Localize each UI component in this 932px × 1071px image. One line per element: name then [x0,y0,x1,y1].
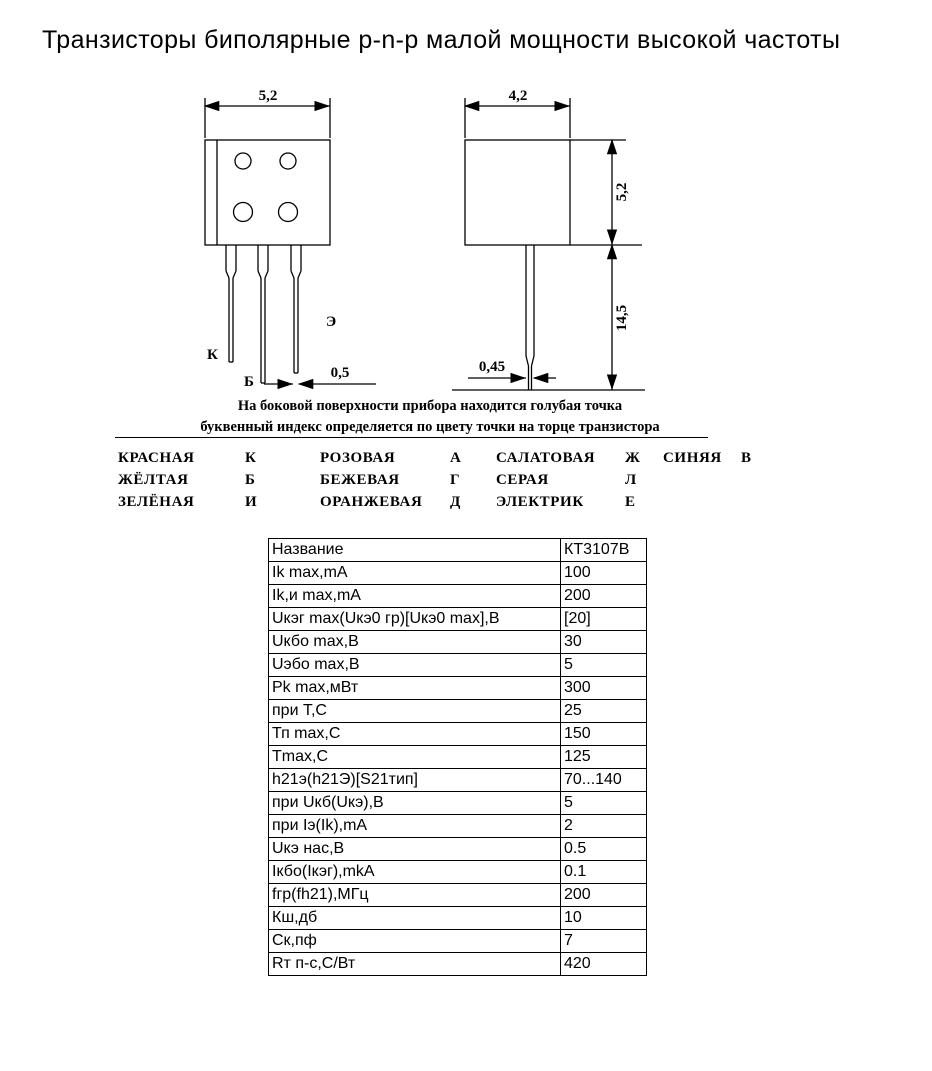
color-name: САЛАТОВАЯ [496,450,596,466]
param-value: 0.1 [561,861,647,884]
color-index: И [245,494,258,510]
side-lead-length-dim-label: 14,5 [614,304,630,332]
front-package-body [205,140,330,245]
front-width-dimension [205,88,330,138]
param-value: 5 [561,654,647,677]
param-name: Iкбо(Iкэг),mkA [269,861,561,884]
param-name: Uкэг max(Uкэ0 гр)[Uкэ0 max],В [269,608,561,631]
param-value: 5 [561,792,647,815]
param-name: при Т,С [269,700,561,723]
param-name: Pk max,мВт [269,677,561,700]
param-name: Uкбо max,В [269,631,561,654]
table-row [269,562,647,585]
color-code-entry [320,469,496,491]
param-value: 125 [561,746,647,769]
param-name: Uкэ нас,В [269,838,561,861]
param-name: h21э(h21Э)[S21тип] [269,769,561,792]
param-name: Ik,и max,mA [269,585,561,608]
color-name: ЖЁЛТАЯ [118,472,189,488]
table-row [269,654,647,677]
color-code-column [118,447,320,513]
param-name: Ск,пф [269,930,561,953]
front-width-dim-label: 5,2 [258,88,278,104]
table-row [269,631,647,654]
color-code-table [118,447,773,513]
color-code-entry [320,447,496,469]
color-code-entry [118,491,320,513]
side-height-dimension [570,140,642,245]
color-index: Г [450,472,461,488]
table-row [269,539,647,562]
param-value: 420 [561,953,647,976]
color-name: ЗЕЛЁНАЯ [118,494,195,510]
pin-label-emitter: Э [326,314,337,330]
color-name: ОРАНЖЕВАЯ [320,494,423,510]
param-value: 10 [561,907,647,930]
param-name: fгр(fh21),МГц [269,884,561,907]
pin-label-base: Б [244,374,254,390]
param-value: 25 [561,700,647,723]
color-index: Б [245,472,256,488]
param-value: 0.5 [561,838,647,861]
table-row [269,746,647,769]
color-index: К [245,450,257,466]
param-name: Rт п-с,С/Вт [269,953,561,976]
param-name: при Iэ(Ik),mA [269,815,561,838]
color-code-entry [663,447,773,469]
color-index: Д [450,494,461,510]
note-line-2: буквенный индекс определяется по цвету точки на торце транзистора [200,419,660,435]
page-title: Транзисторы биполярные p-n-p малой мощности высокой частоты [42,26,841,54]
params-table [268,538,647,976]
param-value: 2 [561,815,647,838]
color-code-column [663,447,773,513]
front-leads [226,245,301,383]
color-name: БЕЖЕВАЯ [320,472,400,488]
param-value: 300 [561,677,647,700]
param-value: [20] [561,608,647,631]
color-index: Ж [625,450,641,466]
param-value: 70...140 [561,769,647,792]
param-name: Тп max,С [269,723,561,746]
side-lead [526,245,534,390]
color-index: А [450,450,462,466]
color-code-entry [118,447,320,469]
color-index: В [741,450,752,466]
front-lead-dim-label: 0,5 [330,365,350,381]
param-name: при Uкб(Uкэ),В [269,792,561,815]
param-name: Uэбо max,В [269,654,561,677]
table-row [269,585,647,608]
param-value: КТ3107В [561,539,647,562]
table-row [269,723,647,746]
color-code-entry [496,491,663,513]
param-value: 30 [561,631,647,654]
color-name: СЕРАЯ [496,472,549,488]
param-name: Tmax,С [269,746,561,769]
table-row [269,677,647,700]
color-code-entry [118,469,320,491]
pin-label-collector: К [207,347,218,363]
param-value: 150 [561,723,647,746]
table-row [269,930,647,953]
table-row [269,953,647,976]
param-name: Кш,дб [269,907,561,930]
color-name: ЭЛЕКТРИК [496,494,584,510]
note-text [106,396,754,438]
param-value: 100 [561,562,647,585]
table-row [269,815,647,838]
param-name: Ik max,mA [269,562,561,585]
note-line-1: На боковой поверхности прибора находится голубая точка [237,398,623,414]
front-lead-width-dimension [264,365,376,384]
side-package-body [465,140,570,245]
side-height-dim-label: 5,2 [614,182,630,202]
color-code-column [320,447,496,513]
table-row [269,861,647,884]
param-value: 200 [561,884,647,907]
note-divider [115,437,708,438]
table-row [269,769,647,792]
table-row [269,792,647,815]
side-width-dim-label: 4,2 [508,88,528,104]
color-name: СИНЯЯ [663,450,722,466]
side-lead-width-dim-label: 0,45 [478,359,506,375]
table-row [269,907,647,930]
color-code-entry [496,447,663,469]
color-code-entry [320,491,496,513]
color-index: Л [625,472,637,488]
color-code-entry [496,469,663,491]
params-table-body [269,539,647,976]
table-row [269,838,647,861]
param-value: 200 [561,585,647,608]
side-lead-length-dimension [612,245,630,390]
side-width-dimension [465,88,570,138]
param-name: Название [269,539,561,562]
param-value: 7 [561,930,647,953]
side-view-drawing [430,78,680,408]
color-name: РОЗОВАЯ [320,450,396,466]
color-code-column [496,447,663,513]
color-name: КРАСНАЯ [118,450,195,466]
side-lead-width-dimension [468,359,556,378]
table-row [269,700,647,723]
color-index: Е [625,494,636,510]
table-row [269,608,647,631]
table-row [269,884,647,907]
